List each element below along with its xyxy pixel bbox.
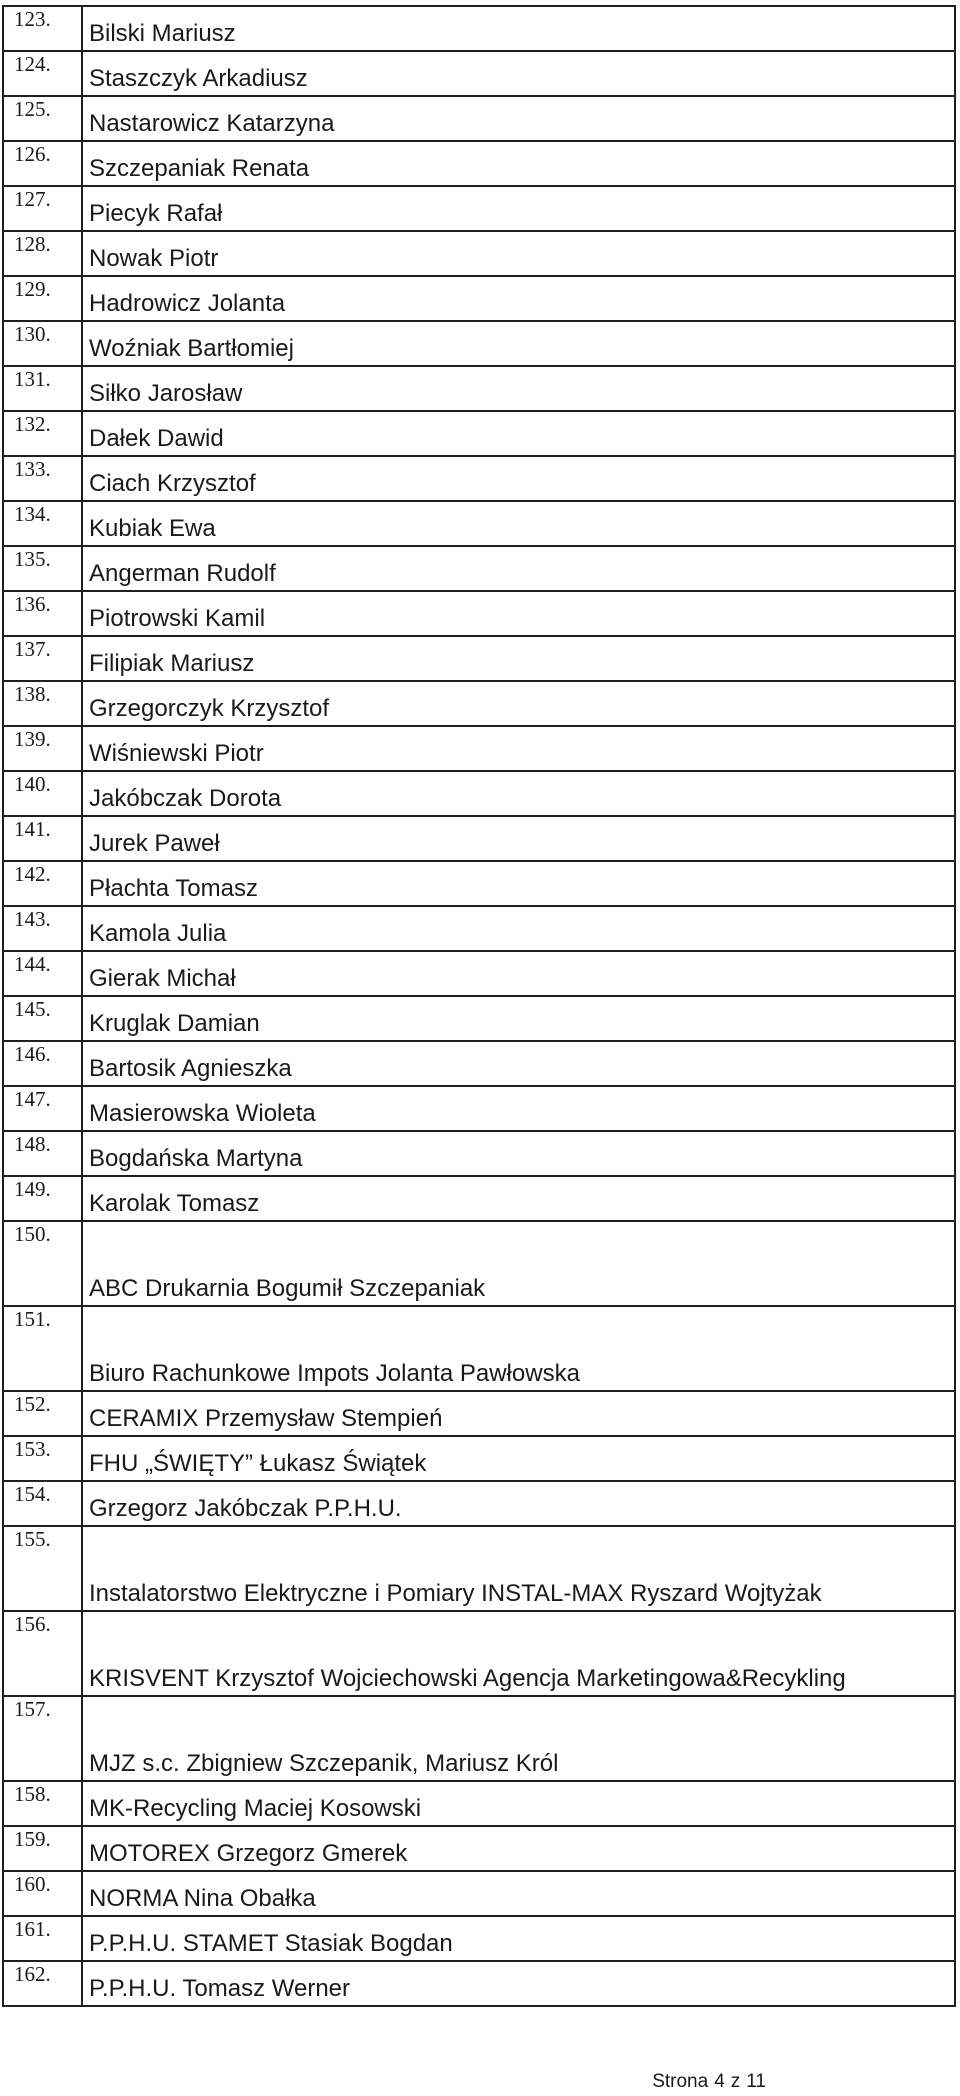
- row-name-cell: [82, 1611, 955, 1696]
- row-name-cell: [82, 1871, 955, 1916]
- row-name: Kruglak Damian: [89, 1010, 260, 1037]
- row-name: MOTOREX Grzegorz Gmerek: [89, 1840, 408, 1867]
- row-number: 143.: [3, 906, 82, 951]
- table-row: [3, 276, 955, 321]
- table-row: [3, 96, 955, 141]
- row-name-cell: [82, 456, 955, 501]
- table-row: [3, 1221, 955, 1306]
- row-name: ABC Drukarnia Bogumił Szczepaniak: [89, 1275, 486, 1302]
- row-number: 161.: [3, 1916, 82, 1961]
- page-label: Strona: [652, 2071, 709, 2092]
- row-name: Biuro Rachunkowe Impots Jolanta Pawłowska: [89, 1360, 580, 1387]
- row-name-cell: [82, 1221, 955, 1306]
- row-number: 148.: [3, 1131, 82, 1176]
- table-row: [3, 411, 955, 456]
- page-footer: [652, 2071, 766, 2093]
- table-row: [3, 1781, 955, 1826]
- row-number: 124.: [3, 51, 82, 96]
- table-row: [3, 771, 955, 816]
- row-name: P.P.H.U. Tomasz Werner: [89, 1975, 350, 2002]
- row-name-cell: [82, 816, 955, 861]
- row-number: 142.: [3, 861, 82, 906]
- row-name-cell: [82, 1176, 955, 1221]
- row-name: Grzegorz Jakóbczak P.P.H.U.: [89, 1495, 402, 1522]
- row-name: CERAMIX Przemysław Stempień: [89, 1405, 443, 1432]
- table-row: [3, 1696, 955, 1781]
- row-name: Siłko Jarosław: [89, 380, 243, 407]
- table-row: [3, 231, 955, 276]
- row-name: NORMA Nina Obałka: [89, 1885, 316, 1912]
- row-name-cell: [82, 96, 955, 141]
- row-name: Bogdańska Martyna: [89, 1145, 303, 1172]
- row-number: 145.: [3, 996, 82, 1041]
- table-row: [3, 6, 955, 51]
- row-name-cell: [82, 276, 955, 321]
- table-row: [3, 186, 955, 231]
- table-row: [3, 321, 955, 366]
- row-name: Woźniak Bartłomiej: [89, 335, 294, 362]
- row-name: P.P.H.U. STAMET Stasiak Bogdan: [89, 1930, 453, 1957]
- row-name: FHU „ŚWIĘTY” Łukasz Świątek: [89, 1450, 427, 1477]
- row-name-cell: [82, 1696, 955, 1781]
- row-name-cell: [82, 141, 955, 186]
- row-name: Masierowska Wioleta: [89, 1100, 316, 1127]
- row-number: 139.: [3, 726, 82, 771]
- table-body: [3, 6, 955, 2006]
- row-name-cell: [82, 1481, 955, 1526]
- page-total: 11: [746, 2071, 766, 2092]
- row-name-cell: [82, 1306, 955, 1391]
- table-row: [3, 141, 955, 186]
- row-number: 159.: [3, 1826, 82, 1871]
- row-name-cell: [82, 1526, 955, 1611]
- row-number: 160.: [3, 1871, 82, 1916]
- row-name: Dałek Dawid: [89, 425, 224, 452]
- row-name-cell: [82, 1086, 955, 1131]
- row-number: 155.: [3, 1526, 82, 1611]
- row-name-cell: [82, 411, 955, 456]
- table-row: [3, 1306, 955, 1391]
- row-name-cell: [82, 726, 955, 771]
- row-name-cell: [82, 366, 955, 411]
- row-number: 150.: [3, 1221, 82, 1306]
- row-number: 130.: [3, 321, 82, 366]
- row-number: 152.: [3, 1391, 82, 1436]
- table-row: [3, 726, 955, 771]
- row-number: 123.: [3, 6, 82, 51]
- row-name-cell: [82, 1041, 955, 1086]
- table-row: [3, 906, 955, 951]
- row-name-cell: [82, 951, 955, 996]
- table-row: [3, 1916, 955, 1961]
- row-name-cell: [82, 591, 955, 636]
- page-current: 4: [714, 2071, 725, 2092]
- row-name-cell: [82, 906, 955, 951]
- row-name-cell: [82, 546, 955, 591]
- row-number: 151.: [3, 1306, 82, 1391]
- table-row: [3, 591, 955, 636]
- row-name-cell: [82, 1781, 955, 1826]
- table-row: [3, 1871, 955, 1916]
- row-number: 138.: [3, 681, 82, 726]
- row-name-cell: [82, 231, 955, 276]
- row-number: 136.: [3, 591, 82, 636]
- row-number: 135.: [3, 546, 82, 591]
- row-number: 129.: [3, 276, 82, 321]
- table-row: [3, 546, 955, 591]
- table-row: [3, 996, 955, 1041]
- table-row: [3, 456, 955, 501]
- row-name-cell: [82, 681, 955, 726]
- row-name: Wiśniewski Piotr: [89, 740, 264, 767]
- row-name-cell: [82, 186, 955, 231]
- row-name-cell: [82, 321, 955, 366]
- table-row: [3, 681, 955, 726]
- row-name: Piotrowski Kamil: [89, 605, 266, 632]
- table-row: [3, 1481, 955, 1526]
- row-name-cell: [82, 6, 955, 51]
- row-name-cell: [82, 1131, 955, 1176]
- table-row: [3, 366, 955, 411]
- row-name: Piecyk Rafał: [89, 200, 223, 227]
- row-name: Nastarowicz Katarzyna: [89, 110, 335, 137]
- row-name: Karolak Tomasz: [89, 1190, 260, 1217]
- table-row: [3, 1526, 955, 1611]
- row-number: 149.: [3, 1176, 82, 1221]
- row-number: 146.: [3, 1041, 82, 1086]
- row-name: Płachta Tomasz: [89, 875, 258, 902]
- row-name: Staszczyk Arkadiusz: [89, 65, 308, 92]
- row-number: 137.: [3, 636, 82, 681]
- row-name: Grzegorczyk Krzysztof: [89, 695, 330, 722]
- row-number: 141.: [3, 816, 82, 861]
- row-name: Jakóbczak Dorota: [89, 785, 282, 812]
- row-number: 133.: [3, 456, 82, 501]
- table-row: [3, 1826, 955, 1871]
- row-name-cell: [82, 1961, 955, 2006]
- table-row: [3, 636, 955, 681]
- row-name: Jurek Paweł: [89, 830, 220, 857]
- row-name: MJZ s.c. Zbigniew Szczepanik, Mariusz Król: [89, 1750, 559, 1777]
- row-number: 153.: [3, 1436, 82, 1481]
- row-number: 156.: [3, 1611, 82, 1696]
- row-name: Bilski Mariusz: [89, 20, 236, 47]
- page-of: z: [730, 2071, 741, 2092]
- row-name: Szczepaniak Renata: [89, 155, 310, 182]
- row-name: Kubiak Ewa: [89, 515, 216, 542]
- table-row: [3, 501, 955, 546]
- row-name: KRISVENT Krzysztof Wojciechowski Agencja Marketingowa&Recykling: [89, 1665, 846, 1692]
- row-name-cell: [82, 1916, 955, 1961]
- table-row: [3, 1961, 955, 2006]
- table-row: [3, 1391, 955, 1436]
- row-name: Instalatorstwo Elektryczne i Pomiary INSTAL-MAX Ryszard Wojtyżak: [89, 1580, 822, 1607]
- registry-table: [2, 5, 956, 2007]
- table-row: [3, 1611, 955, 1696]
- table-row: [3, 816, 955, 861]
- table-row: [3, 1086, 955, 1131]
- row-number: 134.: [3, 501, 82, 546]
- row-number: 128.: [3, 231, 82, 276]
- row-number: 154.: [3, 1481, 82, 1526]
- table-row: [3, 1436, 955, 1481]
- row-name-cell: [82, 51, 955, 96]
- table-row: [3, 1041, 955, 1086]
- row-number: 125.: [3, 96, 82, 141]
- row-name-cell: [82, 1826, 955, 1871]
- table-row: [3, 861, 955, 906]
- row-number: 131.: [3, 366, 82, 411]
- row-name: Nowak Piotr: [89, 245, 219, 272]
- row-number: 144.: [3, 951, 82, 996]
- row-name-cell: [82, 1391, 955, 1436]
- row-number: 158.: [3, 1781, 82, 1826]
- table-row: [3, 1176, 955, 1221]
- row-name: Filipiak Mariusz: [89, 650, 255, 677]
- table-row: [3, 1131, 955, 1176]
- row-name-cell: [82, 501, 955, 546]
- row-name: MK-Recycling Maciej Kosowski: [89, 1795, 422, 1822]
- row-name: Gierak Michał: [89, 965, 236, 992]
- row-number: 147.: [3, 1086, 82, 1131]
- row-number: 162.: [3, 1961, 82, 2006]
- row-name: Ciach Krzysztof: [89, 470, 256, 497]
- row-name-cell: [82, 636, 955, 681]
- row-name: Hadrowicz Jolanta: [89, 290, 286, 317]
- row-number: 126.: [3, 141, 82, 186]
- row-name-cell: [82, 996, 955, 1041]
- row-name: Kamola Julia: [89, 920, 227, 947]
- row-number: 132.: [3, 411, 82, 456]
- row-name-cell: [82, 861, 955, 906]
- row-name-cell: [82, 1436, 955, 1481]
- row-name: Angerman Rudolf: [89, 560, 276, 587]
- table-row: [3, 51, 955, 96]
- row-number: 127.: [3, 186, 82, 231]
- row-number: 157.: [3, 1696, 82, 1781]
- row-name-cell: [82, 771, 955, 816]
- row-name: Bartosik Agnieszka: [89, 1055, 292, 1082]
- row-number: 140.: [3, 771, 82, 816]
- table-row: [3, 951, 955, 996]
